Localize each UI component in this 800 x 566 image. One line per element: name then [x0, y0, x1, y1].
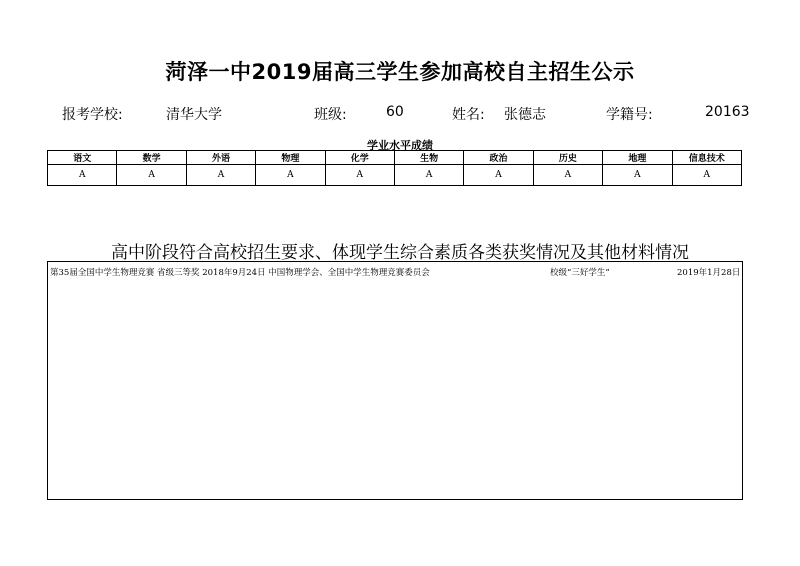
award-date: 2019年1月28日: [677, 268, 741, 278]
grade-cell: A: [256, 165, 325, 186]
grade-cell: A: [464, 165, 533, 186]
award-honor: 校级“三好学生”: [550, 268, 610, 278]
school-value: 清华大学: [166, 107, 222, 123]
subject-cell: 地理: [603, 151, 672, 165]
grade-cell: A: [533, 165, 602, 186]
grade-cell: A: [603, 165, 672, 186]
grade-cell: A: [48, 165, 117, 186]
subject-cell: 外语: [186, 151, 255, 165]
award-entry: [50, 266, 740, 278]
grade-cell: A: [325, 165, 394, 186]
subject-cell: 化学: [325, 151, 394, 165]
name-label: 姓名:: [452, 107, 485, 123]
awards-box: [47, 261, 743, 500]
subject-cell: 物理: [256, 151, 325, 165]
grades-header-row: [48, 151, 742, 165]
class-value: 60: [386, 104, 404, 120]
subject-cell: 语文: [48, 151, 117, 165]
subject-cell: 政治: [464, 151, 533, 165]
award-competition: 第35届全国中学生物理竞赛 省级三等奖 2018年9月24日 中国物理学会、全国中学生物理竞赛委员会: [50, 268, 430, 278]
awards-section-title: 高中阶段符合高校招生要求、体现学生综合素质各类获奖情况及其他材料情况: [111, 243, 689, 263]
page-title: 菏泽一中2019届高三学生参加高校自主招生公示: [165, 60, 635, 84]
student-info-row: [0, 104, 800, 124]
grades-table: [47, 150, 742, 186]
subject-cell: 生物: [394, 151, 463, 165]
subject-cell: 数学: [117, 151, 186, 165]
school-label: 报考学校:: [62, 107, 123, 123]
grade-cell: A: [672, 165, 741, 186]
grades-value-row: [48, 165, 742, 186]
id-value: 20163: [705, 104, 750, 120]
grade-cell: A: [394, 165, 463, 186]
subject-cell: 信息技术: [672, 151, 741, 165]
grades-caption: 学业水平成绩: [367, 139, 433, 152]
id-label: 学籍号:: [606, 107, 653, 123]
subject-cell: 历史: [533, 151, 602, 165]
class-label: 班级:: [314, 107, 347, 123]
name-value: 张德志: [504, 107, 546, 123]
grade-cell: A: [186, 165, 255, 186]
grade-cell: A: [117, 165, 186, 186]
